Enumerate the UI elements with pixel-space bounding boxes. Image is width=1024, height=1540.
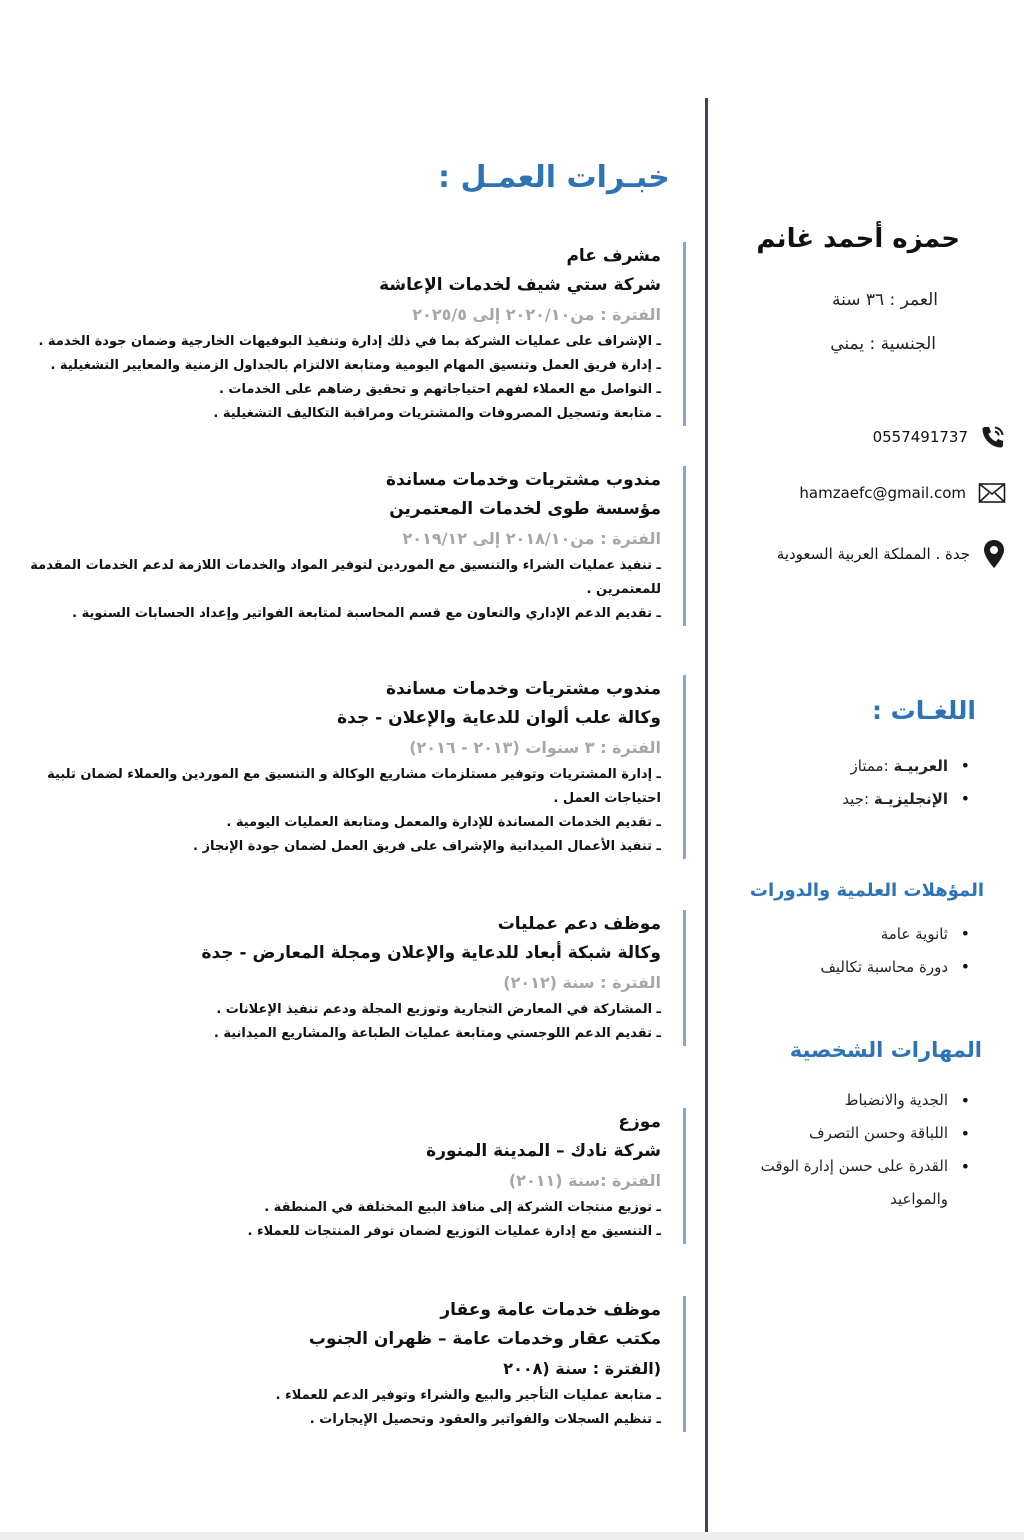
list-item: ـ تقديم الخدمات المساندة للإدارة والمعمل ومتابعة العمليات اليومية . xyxy=(226,815,661,830)
job-company: شركة نادك – المدينة المنورة xyxy=(426,1141,661,1161)
job-period: الفترة : ٣ سنوات (٢٠١٣ - ٢٠١٦) xyxy=(409,738,661,757)
job-company: مكتب عقار وخدمات عامة – ظهران الجنوب xyxy=(308,1329,661,1349)
language-level: :جيد xyxy=(842,790,870,808)
list-item: ـ متابعة عمليات التأجير والبيع والشراء وتوفير الدعم للعملاء . xyxy=(275,1388,661,1403)
job-description xyxy=(21,998,661,1046)
list-item: • القدرة على حسن إدارة الوقت والمواعيد xyxy=(714,1150,974,1216)
contact-email xyxy=(799,482,1006,504)
job-entry xyxy=(21,910,686,1046)
phone-icon xyxy=(980,424,1006,450)
list-item: ـ توزيع منتجات الشركة إلى منافذ البيع المختلفة في المنطقة . xyxy=(264,1200,661,1215)
job-entry xyxy=(21,1296,686,1432)
languages-heading: اللغـات : xyxy=(871,696,976,725)
job-title: موزع xyxy=(618,1112,661,1132)
email-address: hamzaefc@gmail.com xyxy=(799,484,966,502)
list-item xyxy=(754,785,974,818)
list-item: • دورة محاسبة تكاليف xyxy=(734,955,974,988)
job-period: (الفترة : سنة (٢٠٠٨ xyxy=(503,1359,661,1378)
job-title: موظف خدمات عامة وعقار xyxy=(440,1300,661,1320)
list-item: ـ التواصل مع العملاء لفهم احتياجاتهم و تحقيق رضاهم على الخدمات . xyxy=(218,382,661,397)
list-item xyxy=(754,752,974,785)
qualifications-list xyxy=(734,922,974,988)
job-company: مؤسسة طوى لخدمات المعتمرين xyxy=(389,499,661,519)
job-period: الفترة :سنة (٢٠١١) xyxy=(508,1171,661,1190)
job-company: شركة ستي شيف لخدمات الإعاشة xyxy=(379,275,661,295)
experience-heading: خبـرات العمـل : xyxy=(438,160,670,195)
language-level: :ممتاز xyxy=(850,757,889,775)
job-period: الفترة : من٢٠١٨/١٠ إلى ٢٠١٩/١٢ xyxy=(402,529,661,548)
list-item: ـ التنسيق مع إدارة عمليات التوزيع لضمان توفر المنتجات للعملاء . xyxy=(247,1224,661,1239)
job-description xyxy=(21,554,661,626)
languages-list xyxy=(754,752,974,818)
job-title: مشرف عام xyxy=(566,246,661,266)
person-name: حمزه أحمد غانم xyxy=(756,224,960,254)
job-entry xyxy=(21,242,686,426)
skills-list xyxy=(714,1084,974,1216)
list-item: ـ إدارة المشتريات وتوفير مستلزمات مشاريع الوكالة و التنسيق مع الموردين والعملاء لضمان تلبية احتياجات العمل . xyxy=(47,767,661,806)
nationality-line: الجنسية : يمني xyxy=(830,334,936,354)
list-item: • الجدية والانضباط xyxy=(714,1084,974,1117)
list-item: ـ الإشراف على عمليات الشركة بما في ذلك إدارة وتنفيذ البوفيهات الخارجية وضمان جودة الخدمة . xyxy=(38,334,661,349)
list-item: • ثانوية عامة xyxy=(734,922,974,955)
list-item: ـ تقديم الدعم اللوجستي ومتابعة عمليات الطباعة والمشاريع الميدانية . xyxy=(213,1026,661,1041)
list-item: ـ إدارة فريق العمل وتنسيق المهام اليومية ومتابعة الالتزام بالجداول الزمنية والمعايير التشغيلية . xyxy=(50,358,661,373)
email-icon xyxy=(978,482,1006,504)
job-period: الفترة : من٢٠٢٠/١٠ إلى ٢٠٢٥/٥ xyxy=(412,305,661,324)
job-period: الفترة : سنة (٢٠١٢) xyxy=(503,973,661,992)
job-entry xyxy=(21,466,686,626)
list-item: ـ تقديم الدعم الإداري والتعاون مع قسم المحاسبة لمتابعة الفواتير وإعداد الحسابات السنوية . xyxy=(72,606,661,621)
age-line: العمر : ٣٦ سنة xyxy=(831,290,938,310)
job-entry xyxy=(21,675,686,859)
location-text: جدة . المملكة العربية السعودية xyxy=(776,545,970,563)
contact-location xyxy=(777,539,1006,569)
list-item: ـ المشاركة في المعارض التجارية وتوزيع المجلة ودعم تنفيذ الإعلانات . xyxy=(216,1002,661,1017)
list-item: ـ متابعة وتسجيل المصروفات والمشتريات ومراقبة التكاليف التشغيلية . xyxy=(213,406,661,421)
skills-heading: المهارات الشخصية xyxy=(789,1038,982,1062)
list-item: ـ تنفيذ الأعمال الميدانية والإشراف على فريق العمل لضمان جودة الإنجاز . xyxy=(193,839,661,854)
list-item: ـ تنظيم السجلات والفواتير والعقود وتحصيل الإيجارات . xyxy=(309,1412,661,1427)
job-company: وكالة شبكة أبعاد للدعاية والإعلان ومجلة المعارض - جدة xyxy=(201,943,661,963)
list-item: • اللباقة وحسن التصرف xyxy=(714,1117,974,1150)
job-title: مندوب مشتريات وخدمات مساندة xyxy=(386,679,661,699)
contact-phone xyxy=(873,424,1006,450)
job-entry xyxy=(21,1108,686,1244)
page-bottom-edge xyxy=(0,1532,1024,1540)
job-description xyxy=(21,1196,661,1244)
job-title: موظف دعم عمليات xyxy=(497,914,661,934)
sidebar xyxy=(712,0,1012,1540)
job-description xyxy=(21,1384,661,1432)
location-pin-icon xyxy=(982,539,1006,569)
job-description xyxy=(21,763,661,859)
job-title: مندوب مشتريات وخدمات مساندة xyxy=(386,470,661,490)
job-company: وكالة علب ألوان للدعاية والإعلان - جدة xyxy=(337,708,661,728)
language-name: الإنجليزيـة xyxy=(873,790,948,808)
job-description xyxy=(21,330,661,426)
language-name: العربيـة xyxy=(893,757,948,775)
phone-number: 0557491737 xyxy=(872,428,968,446)
column-divider xyxy=(705,98,708,1540)
qualifications-heading: المؤهلات العلمية والدورات xyxy=(749,880,984,901)
list-item: ـ تنفيذ عمليات الشراء والتنسيق مع الموردين لتوفير المواد والخدمات اللازمة لدعم الخدمات المقدمة للمعتمرين . xyxy=(30,558,661,597)
